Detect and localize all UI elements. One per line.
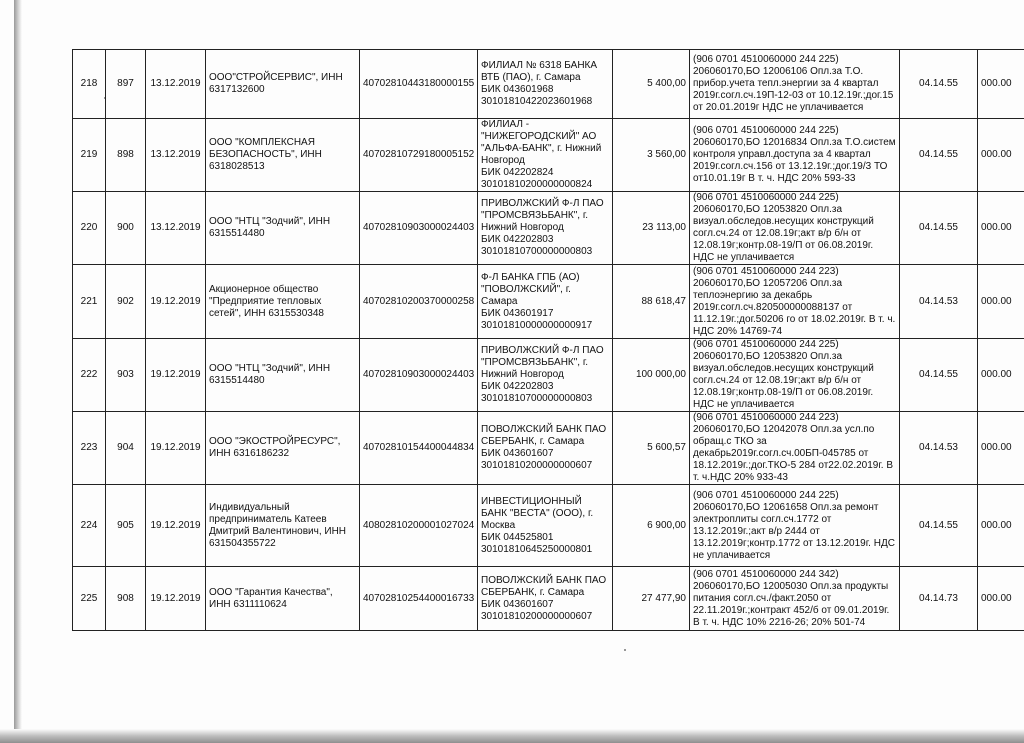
document-number: 904 [106,412,146,485]
document-number: 905 [106,485,146,567]
document-number: 908 [106,567,146,631]
payment-amount: 23 113,00 [613,192,690,265]
payee-bank: ПОВОЛЖСКИЙ БАНК ПАО СБЕРБАНК, г. Самара БИК 043601607 30101810200000000607 [478,412,613,485]
payee-bank: ФИЛИАЛ - "НИЖЕГОРОДСКИЙ" АО "АЛЬФА-БАНК", г. Нижний Новгород БИК 042202824 30101810200000000824 [478,119,613,192]
row-number: 221 [73,265,106,339]
payment-date: 19.12.2019 [146,339,206,412]
document-number: 902 [106,265,146,339]
budget-code: 04.14.53 [900,412,978,485]
document-number: 897 [106,50,146,119]
payment-register-table [72,49,1024,631]
payment-date: 13.12.2019 [146,50,206,119]
payee-name: Акционерное общество "Предприятие тепловых сетей", ИНН 6315530348 [206,265,360,339]
subcode: 000.00 [978,567,1024,631]
budget-code: 04.14.55 [900,339,978,412]
payment-amount: 27 477,90 [613,567,690,631]
payee-bank: ПОВОЛЖСКИЙ БАНК ПАО СБЕРБАНК, г. Самара БИК 043601607 30101810200000000607 [478,567,613,631]
payment-purpose: (906 0701 4510060000 244 223) 206060170,БО 12057206 Опл.за теплоэнергию за декабрь 2019г.согл.сч.820500000088137 от 11.12.19г.;дог.50206 го от 18.02.2019г. В т. ч. НДС 20% 14769-74 [690,265,900,339]
payee-account: 40702810903000024403 [360,339,478,412]
payee-bank: Ф-Л БАНКА ГПБ (АО) "ПОВОЛЖСКИЙ", г. Самара БИК 043601917 30101810000000000917 [478,265,613,339]
payee-bank: ИНВЕСТИЦИОННЫЙ БАНК "ВЕСТА" (ООО), г. Москва БИК 044525801 30101810645250000801 [478,485,613,567]
document-number: 900 [106,192,146,265]
subcode: 000.00 [978,119,1024,192]
payment-date: 19.12.2019 [146,412,206,485]
budget-code: 04.14.53 [900,265,978,339]
table-row [73,339,1024,412]
document-number: 898 [106,119,146,192]
payment-date: 13.12.2019 [146,192,206,265]
row-number: 220 [73,192,106,265]
payment-date: 19.12.2019 [146,265,206,339]
row-number: 222 [73,339,106,412]
table-row [73,50,1024,119]
table-row [73,265,1024,339]
row-number: 224 [73,485,106,567]
register-body [73,50,1024,631]
payment-amount: 3 560,00 [613,119,690,192]
payment-amount: 5 600,57 [613,412,690,485]
table-row [73,119,1024,192]
row-number: 223 [73,412,106,485]
payment-purpose: (906 0701 4510060000 244 223) 206060170,БО 12042078 Опл.за усл.по обращ.с ТКО за декабрь2019г.согл.сч.00БП-045785 от 18.12.2019г.;дог.ТКО-5 284 от22.02.2019г. В т. ч.НДС 20% 933-43 [690,412,900,485]
subcode: 000.00 [978,485,1024,567]
payment-amount: 6 900,00 [613,485,690,567]
table-row [73,192,1024,265]
payee-bank: ФИЛИАЛ № 6318 БАНКА ВТБ (ПАО), г. Самара БИК 043601968 30101810422023601968 [478,50,613,119]
payee-account: 40802810200001027024 [360,485,478,567]
payment-purpose: (906 0701 4510060000 244 225) 206060170,БО 12016834 Опл.за Т.О.систем контроля управл.доступа за 4 квартал 2019г.согл.сч.156 от 13.12.19г.;дог.19/3 ТО от10.01.19г В т. ч. НДС 20% 593-33 [690,119,900,192]
payment-amount: 88 618,47 [613,265,690,339]
payee-name: ООО "НТЦ "Зодчий", ИНН 6315514480 [206,339,360,412]
subcode: 000.00 [978,265,1024,339]
payment-amount: 100 000,00 [613,339,690,412]
payee-account: 40702810903000024403 [360,192,478,265]
budget-code: 04.14.73 [900,567,978,631]
scan-speck [624,649,626,651]
payee-account: 40702810200370000258 [360,265,478,339]
payment-date: 13.12.2019 [146,119,206,192]
document-number: 903 [106,339,146,412]
payee-name: ООО"СТРОЙСЕРВИС", ИНН 6317132600 [206,50,360,119]
budget-code: 04.14.55 [900,50,978,119]
scan-bottom-edge-shadow [0,729,1024,743]
payment-purpose: (906 0701 4510060000 244 225) 206060170,БО 12061658 Опл.за ремонт электроплиты согл.сч.1772 от 13.12.2019г.;акт в/р 2444 от 13.12.2019г;контр.1772 от 13.12.2019г. НДС не уплачивается [690,485,900,567]
payee-account: 40702810154400044834 [360,412,478,485]
row-number: 225 [73,567,106,631]
payment-purpose: (906 0701 4510060000 244 225) 206060170,БО 12053820 Опл.за визуал.обследов.несущих конструкций согл.сч.24 от 12.08.19г;акт в/р б/н от 12.08.19г;контр.08-19/П от 06.08.2019г. НДС не уплачивается [690,339,900,412]
row-number: 218 [73,50,106,119]
payment-purpose: (906 0701 4510060000 244 225) 206060170,БО 12006106 Опл.за Т.О. прибор.учета тепл.энергии за 4 квартал 2019г.согл.сч.19П-12-03 от 10.12.19г.;дог.15 от 20.01.2019г НДС не уплачивается [690,50,900,119]
subcode: 000.00 [978,412,1024,485]
payee-name: ООО "КОМПЛЕКСНАЯ БЕЗОПАСНОСТЬ", ИНН 6318028513 [206,119,360,192]
payee-bank: ПРИВОЛЖСКИЙ Ф-Л ПАО "ПРОМСВЯЗЬБАНК", г. Нижний Новгород БИК 042202803 30101810700000000803 [478,192,613,265]
payee-account: 40702810729180005152 [360,119,478,192]
payment-date: 19.12.2019 [146,485,206,567]
budget-code: 04.14.55 [900,192,978,265]
payment-date: 19.12.2019 [146,567,206,631]
subcode: 000.00 [978,50,1024,119]
scan-left-edge-shadow [14,0,22,743]
payment-amount: 5 400,00 [613,50,690,119]
payee-account: 40702810254400016733 [360,567,478,631]
payee-bank: ПРИВОЛЖСКИЙ Ф-Л ПАО "ПРОМСВЯЗЬБАНК", г. Нижний Новгород БИК 042202803 30101810700000000803 [478,339,613,412]
table-row [73,412,1024,485]
payee-name: Индивидуальный предприниматель Катеев Дмитрий Валентинович, ИНН 631504355722 [206,485,360,567]
payee-name: ООО "Гарантия Качества", ИНН 6311110624 [206,567,360,631]
payee-account: 40702810443180000155 [360,50,478,119]
table-row [73,567,1024,631]
budget-code: 04.14.55 [900,119,978,192]
payment-purpose: (906 0701 4510060000 244 225) 206060170,БО 12053820 Опл.за визуал.обследов.несущих конструкций согл.сч.24 от 12.08.19г;акт в/р б/н от 12.08.19г;контр.08-19/П от 06.08.2019г. НДС не уплачивается [690,192,900,265]
table-row [73,485,1024,567]
row-number: 219 [73,119,106,192]
subcode: 000.00 [978,192,1024,265]
payment-purpose: (906 0701 4510060000 244 342) 206060170,БО 12005030 Опл.за продукты питания согл.сч./факт.2050 от 22.11.2019г.;контракт 452/б от 09.01.2019г. В т. ч. НДС 10% 2216-26; 20% 501-74 [690,567,900,631]
payee-name: ООО "НТЦ "Зодчий", ИНН 6315514480 [206,192,360,265]
budget-code: 04.14.55 [900,485,978,567]
subcode: 000.00 [978,339,1024,412]
payee-name: ООО "ЭКОСТРОЙРЕСУРС", ИНН 6316186232 [206,412,360,485]
